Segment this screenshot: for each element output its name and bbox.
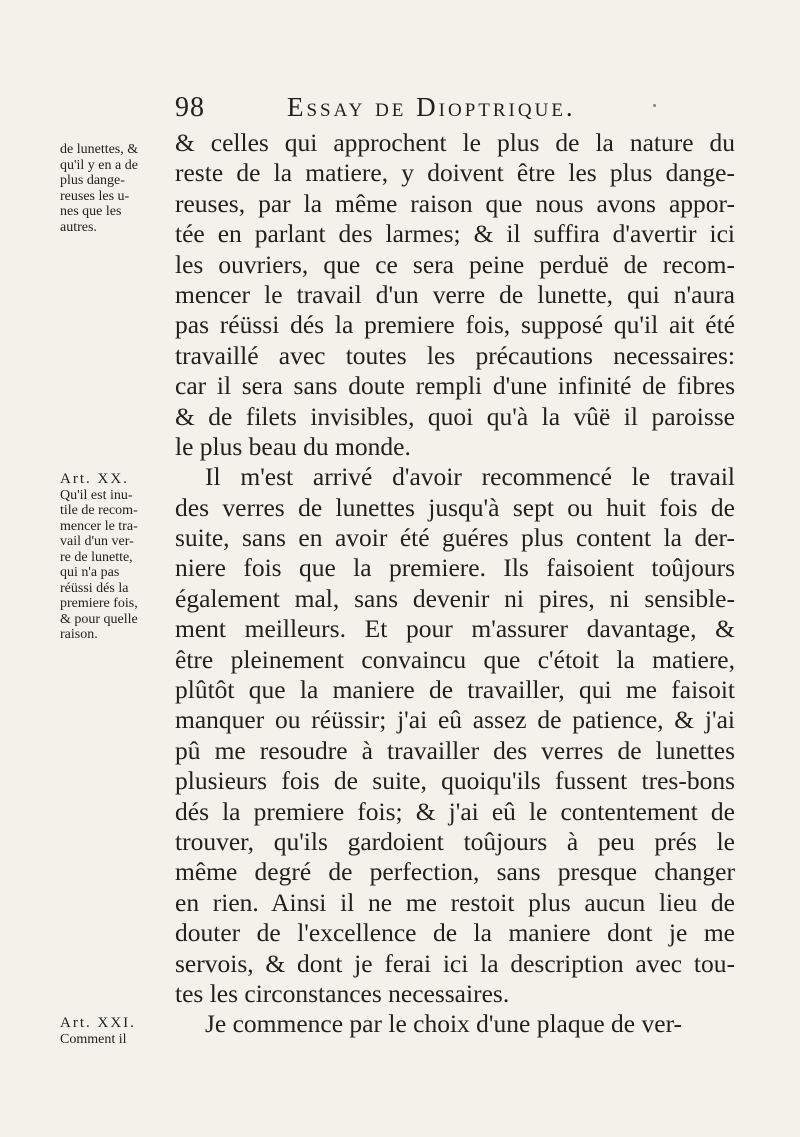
text-line: plusieurs fois de suite, quoiqu'ils fussent tres-bons	[175, 766, 735, 796]
text-line: manquer ou réüssir; j'ai eû assez de patience, & j'ai	[175, 705, 735, 735]
text-line: être pleinement convaincu que c'étoit la matiere,	[175, 644, 735, 674]
text-line: car il sera sans doute rempli d'une infinité de fibres	[175, 371, 735, 401]
text-line: niere fois que la premiere. Ils faisoient toûjours	[175, 553, 735, 583]
page-number: 98	[175, 92, 205, 123]
article-number: Art. XX.	[60, 471, 129, 487]
running-title: Essay de Dioptrique.	[287, 92, 576, 122]
margin-note-line: réüssi dés la	[60, 580, 129, 596]
margin-note-line: raison.	[60, 627, 98, 642]
margin-note-line: de lunettes, &	[60, 142, 139, 157]
margin-note-line: autres.	[60, 219, 97, 235]
text-line: dés la premiere fois; & j'ai eû le contentement de	[175, 796, 735, 826]
text-line: même degré de perfection, sans presque changer	[175, 857, 735, 887]
margin-note-line: nes que les	[60, 204, 122, 219]
text-line: des verres de lunettes jusqu'à sept ou huit fois de	[175, 492, 735, 522]
margin-note-art-xxi	[60, 1016, 175, 1047]
margin-note-line: plus dange-	[60, 173, 125, 188]
text-line: servois, & dont je ferai ici la description avec tou-	[175, 948, 735, 978]
text-line: pû me resoudre à travailler des verres de lunettes	[175, 735, 735, 765]
margin-note-line: Qu'il est inu-	[60, 487, 133, 503]
margin-note-line: qu'il y en a de	[60, 157, 138, 173]
text-line: le plus beau du monde.	[175, 431, 411, 461]
text-line: reste de la matiere, y doivent être les plus dange-	[175, 158, 735, 188]
text-line: Je commence par le choix d'une plaque de ver-	[205, 1009, 683, 1039]
text-line: tée en parlant des larmes; & il suffira d'avertir ici	[175, 219, 735, 249]
paragraph-1	[175, 128, 735, 462]
text-line: les ouvriers, que ce sera peine perduë de recom-	[175, 249, 735, 279]
text-line: Il m'est arrivé d'avoir recommencé le travail	[205, 462, 735, 492]
paragraph-3	[175, 1009, 735, 1039]
text-line: plûtôt que la maniere de travailler, qui me faisoit	[175, 675, 735, 705]
margin-note-line: reuses les u-	[60, 188, 130, 204]
body-text	[175, 128, 735, 1040]
margin-note-art-xx	[60, 472, 175, 643]
margin-note-line: Comment il	[60, 1031, 127, 1047]
margin-note-line: & pour quelle	[60, 611, 138, 627]
text-line: & de filets invisibles, quoi qu'à la vûë il paroisse	[175, 401, 735, 431]
text-line: mencer le travail d'un verre de lunette, qui n'aura	[175, 279, 735, 309]
text-line: douter de l'excellence de la maniere dont je me	[175, 918, 735, 948]
margin-note-line: premiere fois,	[60, 596, 138, 611]
text-line: pas réüssi dés la premiere fois, supposé qu'il ait été	[175, 310, 735, 340]
text-line: reuses, par la même raison que nous avons appor-	[175, 188, 735, 218]
margin-note-line: qui n'a pas	[60, 565, 120, 580]
page-header	[175, 92, 735, 126]
margin-note-line: vail d'un ver-	[60, 534, 134, 549]
margin-note-line: mencer le tra-	[60, 518, 138, 534]
text-line: ment meilleurs. Et pour m'assurer davantage, &	[175, 614, 735, 644]
text-line: en rien. Ainsi il ne me restoit plus aucun lieu de	[175, 887, 735, 917]
margin-note-line: tile de recom-	[60, 503, 138, 518]
text-line: suite, sans en avoir été guéres plus content la der-	[175, 523, 735, 553]
text-line: également mal, sans devenir ni pires, ni sensible-	[175, 583, 735, 613]
text-line: & celles qui approchent le plus de la nature du	[175, 128, 735, 157]
text-line: travaillé avec toutes les précautions necessaires:	[175, 340, 735, 370]
paragraph-2	[175, 462, 735, 1009]
margin-note-line: re de lunette,	[60, 549, 133, 565]
ink-speck	[653, 104, 656, 107]
article-number: Art. XXI.	[60, 1015, 136, 1031]
text-line: trouver, qu'ils gardoient toûjours à peu prés le	[175, 826, 735, 856]
margin-note-lunettes	[60, 142, 175, 235]
text-line: tes les circonstances necessaires.	[175, 978, 510, 1008]
